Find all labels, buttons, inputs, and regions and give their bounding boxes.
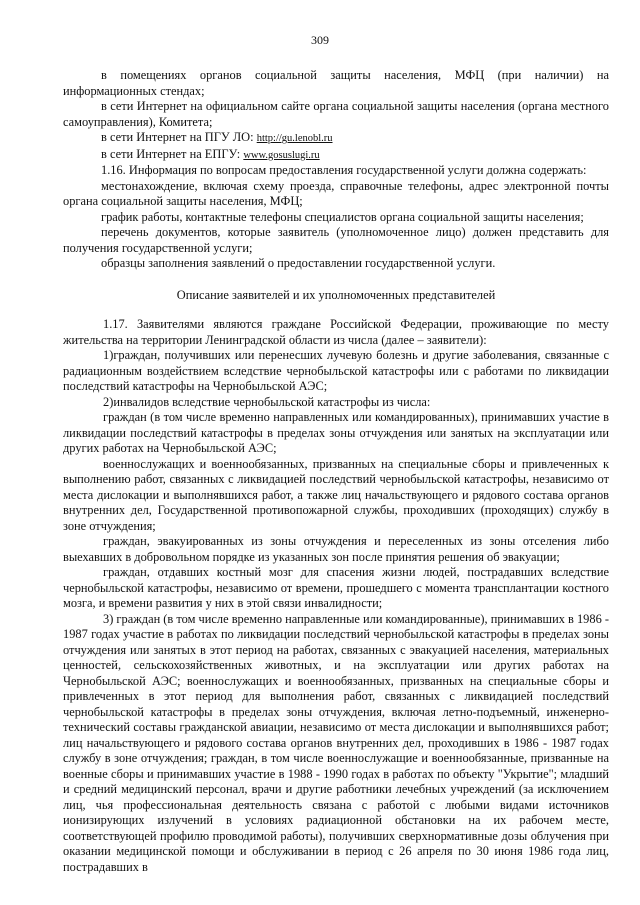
paragraph-epgu [63, 147, 609, 164]
section-heading: Описание заявителей и их уполномоченных представителей [176, 287, 496, 302]
pgu-link[interactable]: http://gu.lenobl.ru [256, 133, 333, 144]
paragraph: 2)инвалидов вследствие чернобыльской катастрофы из числа: [103, 394, 431, 409]
paragraph: местонахождение, включая схему проезда, справочные телефоны, адрес электронной почты органа социальной защиты населения, МФЦ; [63, 178, 609, 208]
paragraph: в сети Интернет на официальном сайте органа социальной защиты населения (органа местного самоуправления), Комитета; [63, 99, 609, 129]
page-number: 309 [311, 33, 329, 47]
epgu-label: в сети Интернет на ЕПГУ: [101, 146, 241, 161]
paragraph-pgu [63, 130, 609, 147]
paragraph: перечень документов, которые заявитель (уполномоченное лицо) должен представить для получения государственной услуги; [63, 225, 609, 255]
epgu-link[interactable]: www.gosuslugi.ru [243, 149, 320, 161]
document-body [63, 68, 609, 875]
paragraph: в помещениях органов социальной защиты населения, МФЦ (при наличии) на информационных стендах; [63, 68, 609, 98]
paragraph: 1.16. Информация по вопросам предоставления государственной услуги должна содержать: [101, 163, 587, 177]
paragraph: военнослужащих и военнообязанных, призванных на специальные сборы и привлеченных к выполнению работ, связанных с ликвидацией последствий чернобыльской катастрофы, независимо от места дислокации и выполнявшихся работ, а также лиц начальствующего и рядового состава органов внутренних дел, Государственной противопожарной службы, проходивших (проходящих) службу в зоне отчуждения; [63, 456, 609, 533]
paragraph: 3) граждан (в том числе временно направленные или командированные), принимавших в 1986 - 1987 годах участие в работах по ликвидации последствий чернобыльской катастрофы в пределах зоны отчуждения или занятых в этот период на работах, связанных с эвакуацией населения, материальных ценностей, сельскохозяйственных животных, и на эксплуатации или других работах на Чернобыльской АЭС; военнослужащих и военнообязанных, призванных на специальные сборы и привлеченных в этот период для выполнения работ, связанных с ликвидацией последствий чернобыльской катастрофы в пределах зоны отчуждения, включая летно-подъемный, инженерно-технический составы гражданской авиации, независимо от места дислокации и выполнявшихся работ; лиц начальствующего и рядового состава органов внутренних дел, проходивших в 1986 - 1987 годах службу в зоне отчуждения; граждан, в том числе военнослужащие и военнообязанные, призванные на военные сборы и принимавших участие в 1988 - 1990 годах в работах по объекту "Укрытие"; младший и средний медицинский персонал, врачи и другие работники лечебных учреждений (за исключением лиц, чья профессиональная деятельность связана с работой с любыми видами источников ионизирующих излучений в условиях радиационной обстановки на их рабочем месте, соответствующей профилю проводимой работы), получивших сверхнормативные дозы облучения при оказании медицинской помощи и обслуживании в период с 26 апреля по 30 июня 1986 года лиц, пострадавших в [63, 611, 609, 874]
pgu-label: в сети Интернет на ПГУ ЛО: [101, 130, 254, 144]
paragraph: 1.17. Заявителями являются граждане Российской Федерации, проживающие по месту жительства на территории Ленинградской области из числа (далее – заявители): [63, 317, 609, 347]
paragraph: граждан, отдавших костный мозг для спасения жизни людей, пострадавших вследствие чернобыльской катастрофы, независимо от времени, прошедшего с момента трансплантации костного мозга, и времени развития у них в этой связи инвалидности; [63, 565, 609, 610]
paragraph: 1)граждан, получивших или перенесших лучевую болезнь и другие заболевания, связанные с радиационным воздействием вследствие чернобыльской катастрофы или с работами по ликвидации последствий катастрофы на Чернобыльской АЭС; [63, 348, 609, 393]
paragraph: граждан, эвакуированных из зоны отчуждения и переселенных из зоны отселения либо выехавших в добровольном порядке из указанных зон после принятия решения об эвакуации; [63, 534, 609, 564]
paragraph: образцы заполнения заявлений о предоставлении государственной услуги. [101, 256, 496, 270]
paragraph: график работы, контактные телефоны специалистов органа социальной защиты населения; [101, 209, 584, 224]
paragraph: граждан (в том числе временно направленных или командированных), принимавших участие в ликвидации последствий катастрофы в пределах зоны отчуждения или занятых на эксплуатации или других работах на Чернобыльской АЭС; [63, 410, 609, 455]
